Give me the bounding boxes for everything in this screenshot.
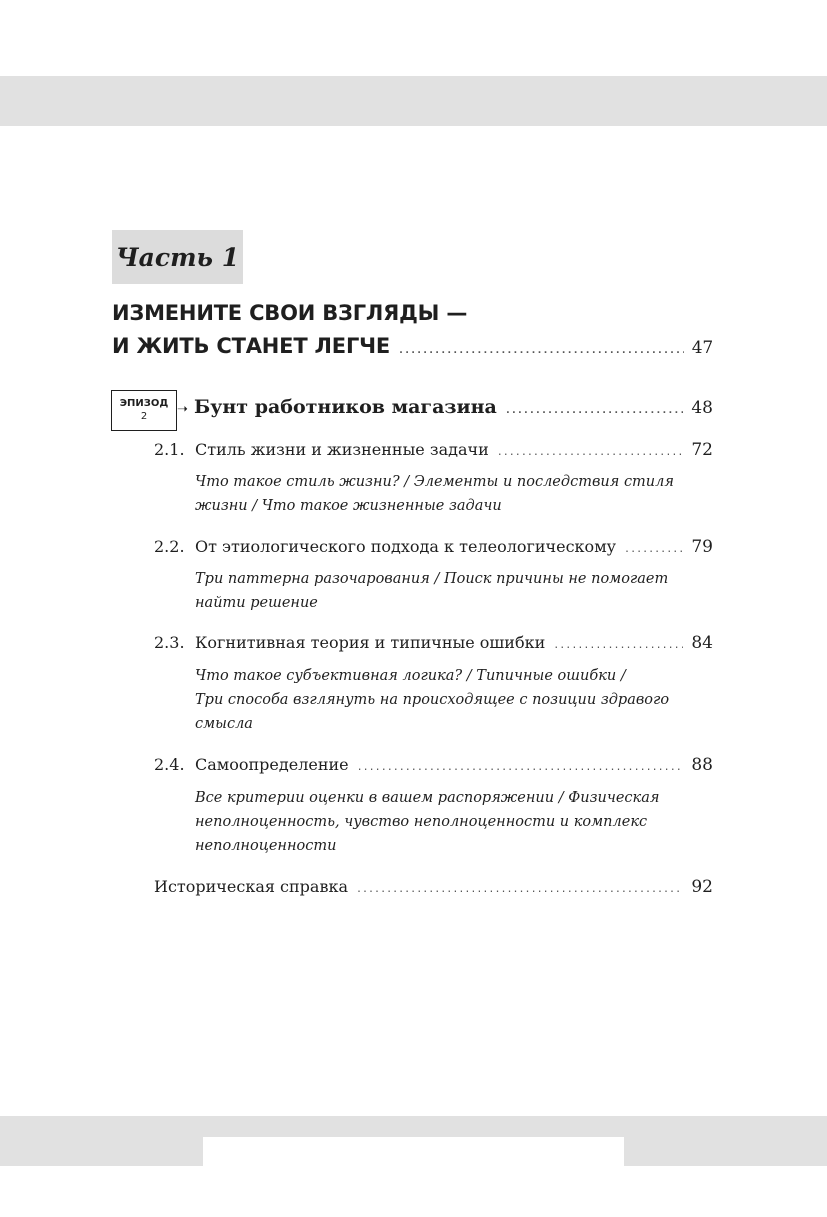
leader-dots xyxy=(505,405,684,416)
episode-tag: ЭПИЗОД xyxy=(119,398,169,409)
subtopic-line: неполноценности xyxy=(195,838,337,854)
page-number: 79 xyxy=(691,537,713,557)
page-number: 47 xyxy=(691,338,713,358)
leader-dots xyxy=(357,762,684,773)
entry-title: Когнитивная теория и типичные ошибки xyxy=(195,633,546,652)
chapter-title-line1: ИЗМЕНИТЕ СВОИ ВЗГЛЯДЫ — xyxy=(112,301,468,325)
entry-subtopics xyxy=(195,567,695,615)
leader-dots xyxy=(398,345,684,356)
chapter-title-line2: И ЖИТЬ СТАНЕТ ЛЕГЧЕ xyxy=(112,334,391,358)
leader-dots xyxy=(553,640,683,651)
page-number: 88 xyxy=(691,755,713,775)
entry-subtopics xyxy=(195,786,695,858)
episode-badge xyxy=(111,390,177,431)
episode-row[interactable] xyxy=(194,396,713,418)
entry-code: 2.2. xyxy=(154,537,185,556)
subtopic-line: Что такое стиль жизни? / Элементы и последствия стиля xyxy=(195,474,674,490)
page-number: 84 xyxy=(691,633,713,653)
subtopic-line: найти решение xyxy=(195,595,318,611)
leader-dots xyxy=(624,544,683,555)
page-number: 92 xyxy=(691,877,713,897)
toc-entry-2-1[interactable] xyxy=(154,440,713,460)
entry-code: 2.1. xyxy=(154,440,185,459)
episode-title: Бунт работников магазина xyxy=(194,396,497,418)
entry-subtopics xyxy=(195,470,695,518)
subtopic-line: смысла xyxy=(195,716,253,732)
subtopic-line: Три способа взглянуть на происходящее с позиции здравого xyxy=(195,692,670,708)
toc-entry-2-4[interactable] xyxy=(154,755,713,775)
episode-number: 2 xyxy=(140,411,148,422)
arrow-right-icon: ➝ xyxy=(177,402,188,417)
leader-dots xyxy=(356,884,683,895)
entry-title: Стиль жизни и жизненные задачи xyxy=(195,440,489,459)
leader-dots xyxy=(497,447,684,458)
entry-code: 2.4. xyxy=(154,755,185,774)
entry-title: Историческая справка xyxy=(154,877,348,896)
entry-subtopics xyxy=(195,664,695,736)
footer-slot xyxy=(203,1137,624,1166)
subtopic-line: Что такое субъективная логика? / Типичные ошибки / xyxy=(195,668,626,684)
chapter-title-row[interactable] xyxy=(112,334,713,358)
part-label-text: Часть 1 xyxy=(115,242,240,272)
page-number: 48 xyxy=(691,398,713,418)
subtopic-line: неполноценность, чувство неполноценности и комплекс xyxy=(195,814,648,830)
entry-title: От этиологического подхода к телеологическому xyxy=(195,537,617,556)
toc-entry-2-2[interactable] xyxy=(154,537,713,557)
subtopic-line: Три паттерна разочарования / Поиск причины не помогает xyxy=(195,571,669,587)
part-label xyxy=(112,230,243,284)
toc-entry-history[interactable] xyxy=(154,877,713,897)
entry-title: Самоопределение xyxy=(195,755,349,774)
header-band xyxy=(0,76,827,126)
subtopic-line: жизни / Что такое жизненные задачи xyxy=(195,498,502,514)
page-number: 72 xyxy=(691,440,713,460)
subtopic-line: Все критерии оценки в вашем распоряжении / Физическая xyxy=(195,790,660,806)
entry-code: 2.3. xyxy=(154,633,185,652)
toc-entry-2-3[interactable] xyxy=(154,633,713,653)
